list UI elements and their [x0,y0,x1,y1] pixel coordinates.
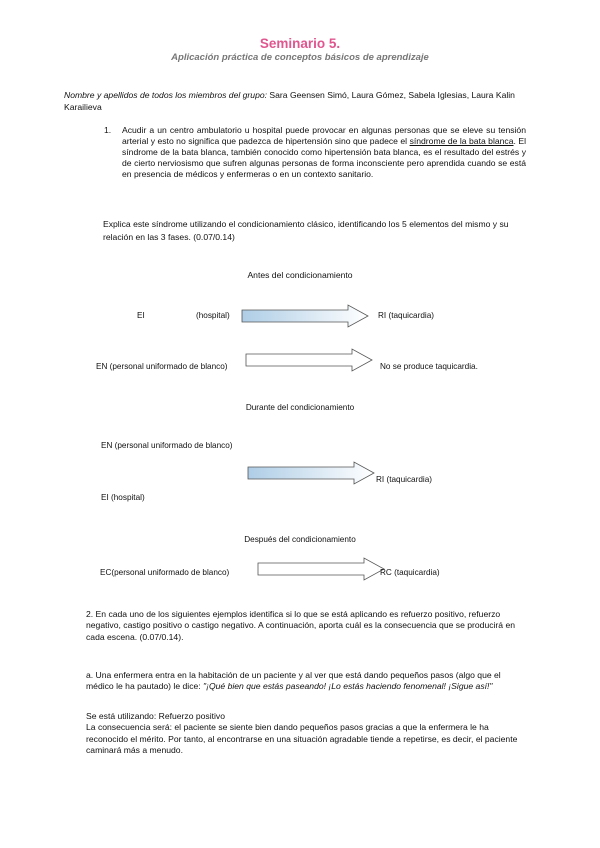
before-no-response-label: No se produce taquicardia. [380,362,478,371]
during-en-label: EN (personal uniformado de blanco) [101,441,233,450]
example-a-text: a. Una enfermera entra en la habitación de un paciente y al ver que está dando pequeños pasos (algo que el médico le ha pautado) le dice: [86,670,501,692]
question1-number: 1. [104,125,112,135]
before-hospital-label: (hospital) [196,311,230,320]
question1-underlined: síndrome de la bata blanca [409,135,514,146]
group-members [64,90,534,113]
members-label: Nombre y apellidos de todos los miembros del grupo: [64,90,268,100]
phase-before-heading: Antes del condicionamiento [247,270,353,280]
question1-instruction: Explica este síndrome utilizando el condicionamiento clásico, identificando los 5 elementos del mismo y su relación en las 3 fases. (0.07/0.14) [103,219,509,242]
during-ri-label: RI (taquicardia) [376,475,432,484]
page-subtitle: Aplicación práctica de conceptos básicos de aprendizaje [171,52,429,63]
question1-text [122,125,526,180]
before-arrow-1 [240,304,370,328]
before-ri-label: RI (taquicardia) [378,311,434,320]
phase-after-heading: Después del condicionamiento [244,535,356,544]
before-en-label: EN (personal uniformado de blanco) [96,362,228,371]
after-ec-label: EC(personal uniformado de blanco) [100,568,230,577]
question2-example-a [86,670,528,693]
page-title: Seminario 5. [259,36,341,51]
question2-answer [86,711,528,756]
during-arrow [246,461,376,485]
after-rc-label: RC (taquicardia) [380,568,440,577]
answer-text: La consecuencia será: el paciente se siente bien dando pequeños pasos gracias a que la enfermera le ha reconocido el mérito. Por tanto, al encontrarse en una situación agradable tiende a repetirse, es decir, el paciente caminará más a menudo. [86,722,518,755]
question1-text-part1: Acudir a un centro ambulatorio u hospital puede provocar en algunas personas que se eleve su tensión arterial y esto no significa que padezca de hipertensión sino que padece el [122,125,526,146]
members-names: Sara Geensen Simó, Laura Gómez, Sabela Iglesias, Laura Kalin Karailieva [64,90,515,112]
before-arrow-2 [244,348,374,372]
question1-text-part2: . El síndrome de la bata blanca, también conocido como hipertensión bata blanca, es el resultado del estrés y de cierto nerviosismo que sufren algunas personas de forma inconsciente pero aprendida cuando se está en presencia de médicos y enfermeras o en un contexto sanitario. [122,135,527,179]
before-ei-label: EI [137,311,145,320]
after-arrow [256,557,386,581]
example-a-quote: "¡Qué bien que estás paseando! ¡Lo estás haciendo fenomenal! ¡Sigue así!" [203,681,493,692]
during-ei-label: EI (hospital) [101,493,145,502]
phase-during-heading: Durante del condicionamiento [245,403,355,412]
question2-text: 2. En cada uno de los siguientes ejemplos identifica si lo que se está aplicando es refuerzo positivo, refuerzo negativo, castigo positivo o castigo negativo. A continuación, aporta cuál es la consecuencia que se producirá en cada escena. (0.07/0.14). [86,609,516,642]
answer-label: Se está utilizando: Refuerzo positivo [86,711,226,721]
